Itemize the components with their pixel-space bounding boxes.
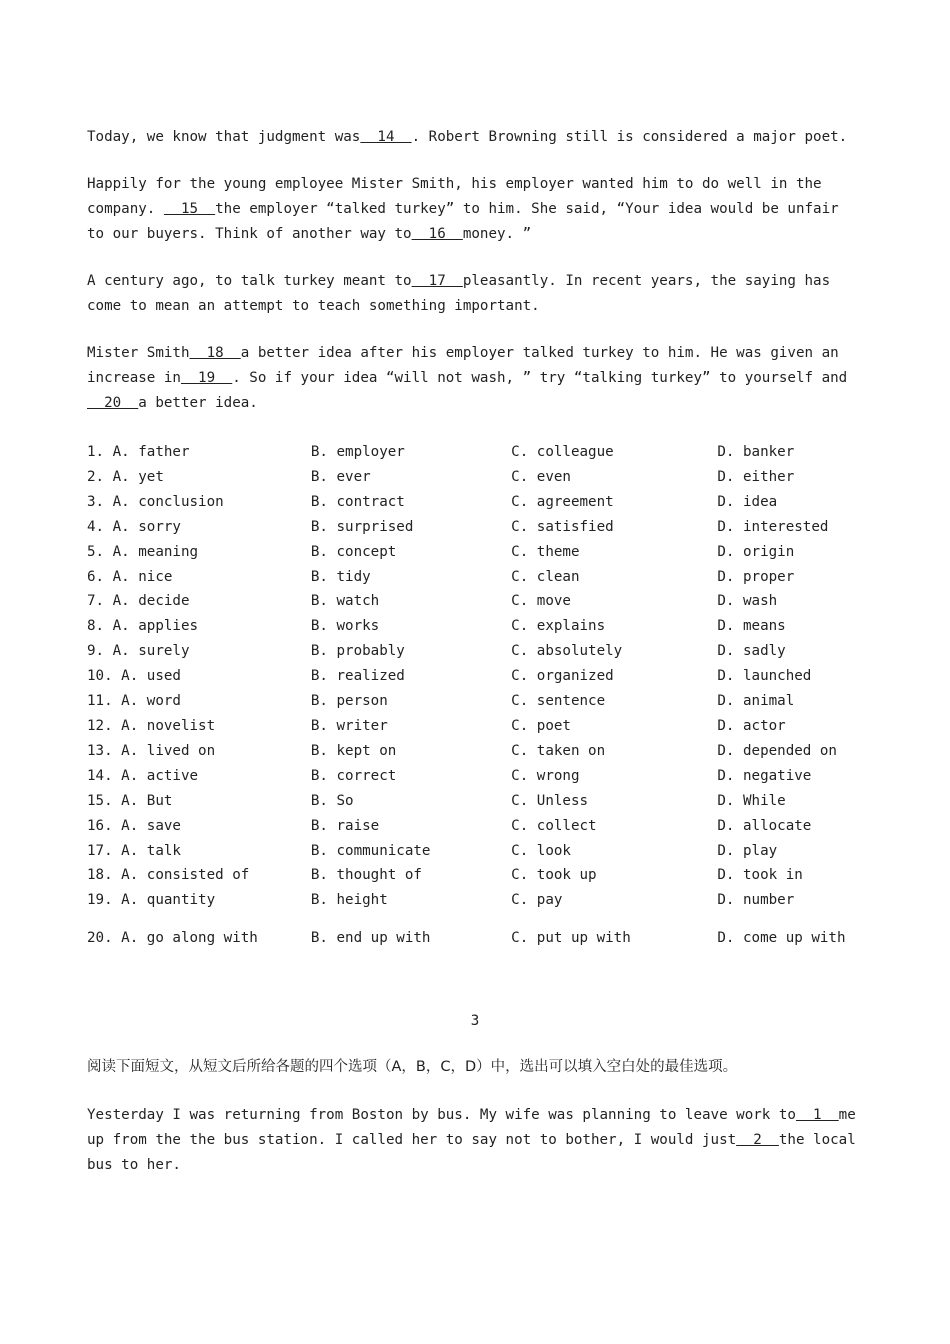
paragraph-q15-16 — [87, 172, 862, 247]
option-b: B. end up with — [310, 929, 431, 946]
blank-2: 2 — [736, 1132, 779, 1148]
option-a: 9. A. surely — [87, 643, 190, 660]
option-b: B. tidy — [310, 568, 371, 585]
paragraph-q18-20 — [87, 341, 862, 416]
option-d: D. banker — [717, 444, 795, 460]
option-b: B. contract — [310, 493, 405, 510]
text: money. ” — [462, 226, 532, 242]
option-d: D. come up with — [717, 929, 846, 946]
option-d: D. origin — [717, 543, 795, 560]
page-number: 3 — [470, 1013, 480, 1029]
option-b: B. works — [310, 618, 380, 635]
option-a: 14. A. active — [87, 767, 199, 784]
option-row — [87, 863, 847, 888]
option-a: 8. A. applies — [87, 618, 199, 635]
option-row — [87, 515, 847, 540]
option-c: C. clean — [511, 568, 580, 585]
paragraph-q14 — [87, 125, 862, 150]
option-row — [87, 888, 847, 913]
option-a: 3. A. conclusion — [87, 493, 224, 510]
option-c: C. agreement — [511, 493, 614, 510]
option-d: D. number — [717, 892, 795, 909]
option-row — [87, 789, 847, 814]
option-d: D. sadly — [717, 643, 786, 660]
option-d: D. idea — [717, 493, 778, 510]
text: . Robert Browning still is considered a major poet. — [411, 129, 848, 145]
option-c: C. satisfied — [511, 518, 614, 535]
option-a: 6. A. nice — [87, 568, 173, 585]
option-b: B. ever — [310, 468, 371, 485]
option-c: C. pay — [511, 892, 563, 909]
option-b: B. raise — [310, 817, 380, 834]
paragraph-q17 — [87, 269, 862, 319]
option-c: C. organized — [511, 668, 614, 685]
text: me up from the the bus station. I called her to say not to bother, I would just — [87, 1107, 856, 1148]
text: Happily for the young employee Mister Smith, his employer wanted him to do well in the company. — [87, 176, 822, 217]
option-a: 18. A. consisted of — [87, 867, 250, 884]
blank-15: 15 — [163, 201, 216, 217]
option-a: 11. A. word — [87, 693, 181, 710]
option-a: 2. A. yet — [87, 468, 164, 485]
option-d: D. interested — [717, 518, 829, 535]
option-a: 1. A. father — [87, 444, 190, 460]
blank-1: 1 — [795, 1107, 839, 1123]
options-table — [87, 440, 847, 963]
option-d: D. wash — [717, 593, 778, 610]
option-c: C. explains — [511, 618, 606, 635]
option-b: B. communicate — [310, 842, 431, 859]
option-c: C. look — [511, 842, 571, 859]
option-b: B. concept — [310, 543, 397, 560]
option-a: 4. A. sorry — [87, 518, 181, 535]
option-row — [87, 664, 847, 689]
option-d: D. means — [717, 618, 786, 635]
option-c: C. poet — [511, 717, 571, 734]
blank-14: 14 — [360, 129, 412, 145]
text: Mister Smith — [87, 345, 190, 361]
option-a: 10. A. used — [87, 668, 181, 685]
option-row — [87, 764, 847, 789]
option-a: 15. A. But — [87, 792, 173, 809]
option-b: B. thought of — [310, 867, 422, 884]
option-d: D. took in — [717, 867, 803, 884]
option-d: D. proper — [717, 568, 795, 585]
option-a: 5. A. meaning — [87, 543, 199, 560]
option-b: B. kept on — [310, 742, 397, 759]
option-row — [87, 913, 847, 963]
option-b: B. surprised — [310, 518, 414, 535]
option-row — [87, 739, 847, 764]
option-c: C. took up — [511, 867, 597, 884]
text: pleasantly. In recent years, the saying has come to mean an attempt to teach something important. — [87, 273, 831, 314]
option-d: D. While — [717, 792, 786, 809]
blank-19: 19 — [180, 370, 233, 386]
option-row — [87, 465, 847, 490]
option-b: B. realized — [310, 668, 405, 685]
option-a: 12. A. novelist — [87, 717, 216, 734]
option-d: D. play — [717, 842, 778, 859]
option-c: C. move — [511, 593, 571, 610]
option-b: B. probably — [310, 643, 405, 660]
option-c: C. even — [511, 468, 571, 485]
option-c: C. put up with — [511, 929, 631, 946]
option-row — [87, 839, 847, 864]
option-b: B. employer — [310, 444, 405, 460]
option-row — [87, 714, 847, 739]
option-row — [87, 639, 847, 664]
text: A century ago, to talk turkey meant to — [87, 273, 412, 289]
option-a: 19. A. quantity — [87, 892, 216, 909]
option-d: D. allocate — [717, 817, 812, 834]
option-c: C. theme — [511, 543, 580, 560]
option-a: 16. A. save — [87, 817, 181, 834]
option-row — [87, 440, 847, 465]
option-b: B. correct — [310, 767, 397, 784]
option-c: C. absolutely — [511, 643, 623, 660]
option-row — [87, 540, 847, 565]
option-row — [87, 565, 847, 590]
option-a: 17. A. talk — [87, 842, 181, 859]
option-d: D. depended on — [717, 742, 837, 759]
option-a: 20. A. go along with — [87, 929, 258, 946]
option-row — [87, 814, 847, 839]
option-d: D. either — [717, 468, 795, 485]
option-row — [87, 614, 847, 639]
option-c: C. taken on — [511, 742, 606, 759]
text: the local bus to her. — [87, 1132, 856, 1173]
option-row — [87, 490, 847, 515]
option-b: B. So — [310, 792, 354, 809]
option-c: C. colleague — [511, 444, 614, 460]
option-d: D. animal — [717, 693, 795, 710]
text: a better idea. — [138, 395, 258, 411]
blank-16: 16 — [411, 226, 463, 242]
option-b: B. height — [310, 892, 388, 909]
blank-18: 18 — [189, 345, 241, 361]
option-c: C. wrong — [511, 767, 580, 784]
paragraph-next-passage — [87, 1103, 862, 1178]
text: a better idea after his employer talked turkey to him. He was given an increase in — [87, 345, 839, 386]
blank-17: 17 — [411, 273, 463, 289]
text: Yesterday I was returning from Boston by bus. My wife was planning to leave work to — [87, 1107, 796, 1123]
option-row — [87, 689, 847, 714]
option-c: C. Unless — [511, 792, 589, 809]
option-d: D. launched — [717, 668, 812, 685]
option-a: 13. A. lived on — [87, 742, 216, 759]
blank-20: 20 — [87, 395, 139, 411]
option-a: 7. A. decide — [87, 593, 190, 610]
option-b: B. person — [310, 693, 388, 710]
option-c: C. sentence — [511, 693, 606, 710]
section-instruction: 阅读下面短文，从短文后所给各题的四个选项（A，B，C，D）中，选出可以填入空白处的最佳选项。 — [87, 1059, 738, 1075]
option-row — [87, 589, 847, 614]
option-b: B. writer — [310, 717, 388, 734]
option-b: B. watch — [310, 593, 380, 610]
text: the employer “talked turkey” to him. She said, “Your idea would be unfair to our buyers. Think of another way to — [87, 201, 839, 242]
option-c: C. collect — [511, 817, 597, 834]
option-d: D. actor — [717, 717, 786, 734]
text: Today, we know that judgment was — [87, 129, 361, 145]
text: . So if your idea “will not wash, ” try “talking turkey” to yourself and — [232, 370, 848, 386]
option-d: D. negative — [717, 767, 812, 784]
